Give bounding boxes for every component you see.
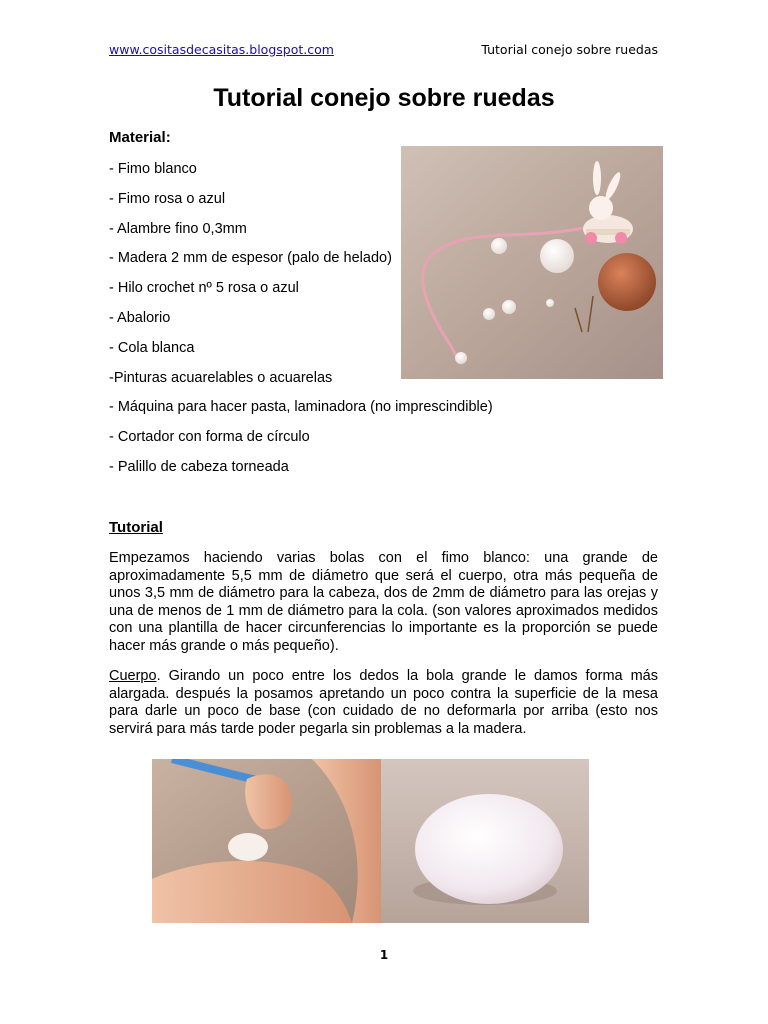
- list-item: - Máquina para hacer pasta, laminadora (no imprescindible): [109, 399, 493, 416]
- list-item: - Cortador con forma de círculo: [109, 429, 310, 446]
- blog-link[interactable]: www.cositasdecasitas.blogspot.com: [109, 42, 334, 57]
- tutorial-heading: Tutorial: [109, 519, 163, 536]
- fingers-rolling-ball-photo: [152, 759, 381, 923]
- header-document-title: Tutorial conejo sobre ruedas: [481, 42, 658, 57]
- body-step-label: Cuerpo: [109, 668, 157, 684]
- page-number: 1: [379, 948, 389, 962]
- list-item: - Madera 2 mm de espesor (palo de helado): [109, 250, 392, 267]
- tutorial-paragraph-2: [109, 668, 658, 738]
- list-item: -Pinturas acuarelables o acuarelas: [109, 369, 333, 386]
- list-item: - Fimo blanco: [109, 161, 197, 177]
- list-item: - Palillo de cabeza torneada: [109, 458, 289, 475]
- shaped-body-ball-photo: [381, 759, 589, 923]
- list-item: - Fimo rosa o azul: [109, 190, 226, 207]
- list-item: - Hilo crochet nº 5 rosa o azul: [109, 280, 299, 297]
- material-heading: Material:: [109, 129, 171, 146]
- list-item: - Abalorio: [109, 309, 171, 326]
- list-item: - Alambre fino 0,3mm: [109, 220, 247, 237]
- list-item: - Cola blanca: [109, 339, 195, 356]
- body-step-text: . Girando un poco entre los dedos la bola grande le damos forma más alargada. después la posamos apretando un poco contra la superficie de la mesa para darle un poco de base (con cuidado de no deformarla por arriba (esto nos servirá para más tarde poder pegarla sin problemas a la madera.: [109, 668, 658, 737]
- tutorial-paragraph-1: Empezamos haciendo varias bolas con el fimo blanco: una grande de aproximadamente 5,5 mm de diámetro que será el cuerpo, otra más pequeña de unos 3,5 mm de diámetro para la cabeza, dos de 2mm de diámetro para las orejas y una de menos de 1 mm de diámetro para la cola. (son valores aproximados medidos con una plantilla de hacer circunferencias lo importante es la proporción se puede hacer más grande o más pequeño).: [109, 550, 658, 654]
- rabbit-materials-photo: [401, 146, 663, 379]
- page-title: Tutorial conejo sobre ruedas: [213, 84, 555, 112]
